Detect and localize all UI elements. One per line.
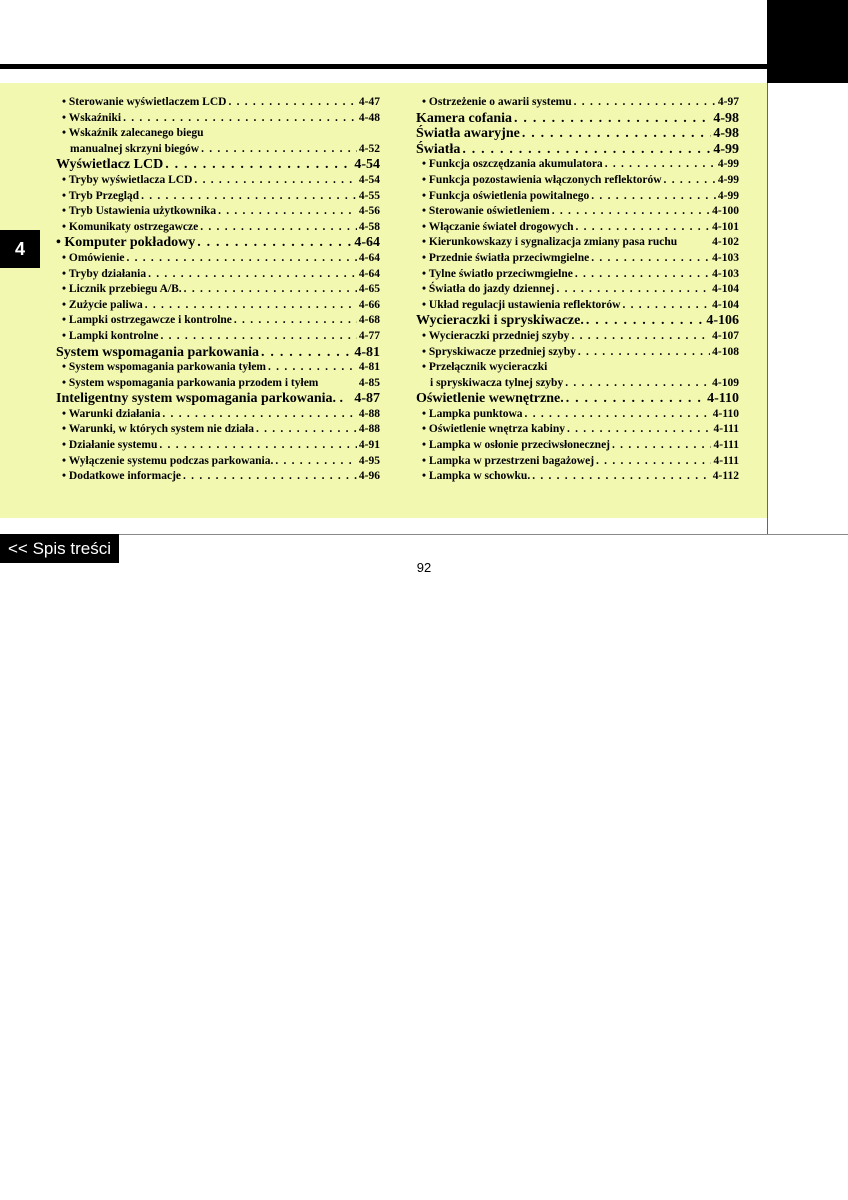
toc-entry-label: • Sterowanie wyświetlaczem LCD bbox=[62, 96, 227, 108]
toc-entry-page: 4-99 bbox=[713, 141, 739, 157]
toc-entry-label: • Wskaźniki bbox=[62, 111, 122, 124]
toc-entry[interactable] bbox=[416, 173, 739, 189]
toc-entry-label: • Zużycie paliwa bbox=[62, 298, 143, 311]
toc-entry[interactable] bbox=[56, 298, 380, 314]
toc-entry-label: • Światła do jazdy dziennej bbox=[422, 283, 555, 296]
toc-entry-label: • Wycieraczki przedniej szyby bbox=[422, 329, 570, 342]
dot-leader bbox=[578, 345, 710, 361]
toc-entry[interactable] bbox=[56, 438, 380, 454]
toc-entry-page: 4-58 bbox=[358, 220, 380, 233]
toc-entry-page: 4-85 bbox=[358, 376, 380, 389]
toc-entry-page: 4-77 bbox=[358, 329, 380, 342]
toc-entry-page: 4-111 bbox=[713, 454, 739, 467]
toc-entry-label: • Przednie światła przeciwmgielne bbox=[422, 251, 590, 264]
dot-leader bbox=[567, 422, 711, 438]
toc-entry-label: • Wyłączenie systemu podczas parkowania. bbox=[62, 454, 274, 467]
dot-leader bbox=[148, 267, 357, 283]
toc-entry-page: 4-110 bbox=[712, 407, 739, 420]
dot-leader bbox=[201, 142, 357, 158]
toc-section-entry[interactable] bbox=[416, 111, 739, 127]
toc-entry[interactable] bbox=[416, 329, 739, 345]
toc-entry-page: 4-52 bbox=[358, 142, 380, 155]
dot-leader bbox=[184, 282, 357, 298]
toc-entry-page: 4-81 bbox=[354, 344, 380, 360]
toc-entry-label: System wspomagania parkowania bbox=[56, 344, 260, 360]
toc-entry-label: • Włączanie świateł drogowych bbox=[422, 220, 574, 233]
toc-entry-label: • Tryb Ustawienia użytkownika bbox=[62, 205, 217, 218]
toc-entry[interactable] bbox=[416, 220, 739, 236]
toc-entry-page: 4-101 bbox=[712, 220, 739, 233]
toc-entry[interactable] bbox=[416, 157, 739, 173]
dot-leader bbox=[462, 142, 711, 158]
toc-entry[interactable] bbox=[416, 376, 739, 392]
toc-entry[interactable] bbox=[416, 235, 739, 251]
toc-entry-label: Wyświetlacz LCD bbox=[56, 157, 164, 173]
toc-entry-label: • Funkcja pozostawienia włączonych reflektorów bbox=[422, 173, 662, 186]
toc-column-right bbox=[416, 95, 739, 485]
dot-leader bbox=[183, 469, 357, 485]
toc-section-entry[interactable] bbox=[56, 235, 380, 251]
toc-entry-page: 4-56 bbox=[358, 205, 380, 218]
toc-entry[interactable] bbox=[56, 329, 380, 345]
toc-entry-label: • Warunki działania bbox=[62, 407, 161, 420]
toc-entry-label: • Lampki kontrolne bbox=[62, 329, 159, 342]
toc-entry-label: Światła bbox=[416, 141, 461, 157]
dot-leader bbox=[522, 126, 712, 142]
toc-entry-page: 4-103 bbox=[712, 267, 739, 280]
toc-column-left bbox=[56, 95, 380, 485]
toc-entry[interactable] bbox=[416, 267, 739, 283]
toc-entry[interactable] bbox=[56, 95, 380, 111]
toc-entry[interactable] bbox=[416, 345, 739, 361]
toc-entry-page: 4-104 bbox=[712, 283, 739, 296]
toc-entry-page: 4-66 bbox=[358, 298, 380, 311]
toc-entry-page: 4-64 bbox=[358, 267, 380, 280]
toc-entry[interactable] bbox=[416, 251, 739, 267]
toc-entry-page: 4-65 bbox=[358, 283, 380, 296]
toc-section-entry[interactable] bbox=[416, 391, 739, 407]
toc-entry-page: 4-99 bbox=[717, 189, 739, 202]
toc-entry-page: 4-110 bbox=[707, 391, 739, 407]
toc-entry-label: • Działanie systemu bbox=[62, 439, 158, 452]
toc-entry-label: • Komputer pokładowy bbox=[56, 235, 196, 251]
toc-entry-page: 4-96 bbox=[358, 470, 380, 483]
dot-leader bbox=[565, 376, 710, 392]
toc-entry-label: • Spryskiwacze przedniej szyby bbox=[422, 345, 576, 358]
toc-entry[interactable] bbox=[56, 313, 380, 329]
dot-leader bbox=[622, 298, 710, 314]
toc-entry[interactable] bbox=[56, 469, 380, 485]
toc-entry-page: 4-54 bbox=[354, 157, 380, 173]
toc-entry-label: • Warunki, w których system nie działa bbox=[62, 423, 254, 436]
toc-entry-page: 4-64 bbox=[358, 251, 380, 264]
toc-entry-label: • Lampka w osłonie przeciwsłonecznej bbox=[422, 439, 611, 452]
dot-leader bbox=[268, 360, 357, 376]
toc-entry-label: • Oświetlenie wnętrza kabiny bbox=[422, 423, 565, 436]
dot-leader bbox=[574, 95, 716, 111]
dot-leader bbox=[234, 313, 357, 329]
dot-leader bbox=[194, 173, 356, 189]
toc-link-button[interactable]: << Spis treści bbox=[0, 534, 119, 563]
toc-entry[interactable] bbox=[416, 189, 739, 205]
dot-leader bbox=[664, 173, 716, 189]
toc-entry-page: 4-48 bbox=[358, 111, 380, 124]
toc-section-entry[interactable] bbox=[416, 142, 739, 158]
dot-leader bbox=[197, 235, 352, 251]
page-number: 92 bbox=[416, 560, 432, 575]
toc-entry-page: 4-88 bbox=[358, 407, 380, 420]
toc-entry-page: 4-55 bbox=[358, 189, 380, 202]
toc-entry-page: 4-81 bbox=[358, 361, 380, 374]
toc-entry-label: Światła awaryjne bbox=[416, 126, 520, 142]
toc-entry-label: • Omówienie bbox=[62, 251, 125, 264]
toc-entry-label: • Lampki ostrzegawcze i kontrolne bbox=[62, 314, 232, 327]
dot-leader bbox=[576, 220, 711, 236]
dot-leader bbox=[261, 345, 352, 361]
toc-entry[interactable] bbox=[416, 204, 739, 220]
toc-entry[interactable] bbox=[416, 438, 739, 454]
toc-section-entry[interactable] bbox=[56, 157, 380, 173]
toc-entry-label: • Kierunkowskazy i sygnalizacja zmiany pasa ruchu bbox=[422, 236, 678, 249]
toc-entry-label: • Układ regulacji ustawienia reflektorów bbox=[422, 298, 621, 311]
toc-entry-page: 4-47 bbox=[358, 96, 380, 108]
dot-leader bbox=[591, 189, 716, 205]
bottom-rule bbox=[0, 534, 848, 535]
toc-entry-page: 4-88 bbox=[358, 423, 380, 436]
toc-section-entry[interactable] bbox=[56, 345, 380, 361]
toc-entry-page: 4-87 bbox=[354, 391, 380, 407]
toc-entry-label: • Przełącznik wycieraczki bbox=[422, 361, 548, 374]
dot-leader bbox=[123, 111, 357, 127]
toc-entry-label: Oświetlenie wewnętrzne. bbox=[416, 391, 564, 407]
toc-entry-page: 4-102 bbox=[712, 236, 739, 249]
toc-entry[interactable] bbox=[416, 282, 739, 298]
toc-section-entry[interactable] bbox=[56, 391, 380, 407]
toc-entry[interactable] bbox=[56, 282, 380, 298]
toc-entry-page: 4-95 bbox=[358, 454, 380, 467]
toc-section-entry[interactable] bbox=[416, 126, 739, 142]
toc-entry[interactable] bbox=[416, 298, 739, 314]
toc-entry-label: • Komunikaty ostrzegawcze bbox=[62, 220, 199, 233]
toc-entry-label: • Lampka punktowa bbox=[422, 407, 523, 420]
dot-leader bbox=[532, 469, 711, 485]
toc-entry[interactable] bbox=[56, 251, 380, 267]
toc-entry[interactable] bbox=[56, 407, 380, 423]
toc-entry-page: 4-54 bbox=[358, 173, 380, 186]
panel-divider bbox=[767, 83, 768, 535]
toc-entry-label: • Lampka w schowku. bbox=[422, 470, 531, 483]
dot-leader bbox=[200, 220, 357, 236]
toc-entry-page: 4-107 bbox=[712, 329, 739, 342]
toc-entry-label: • Tryby wyświetlacza LCD bbox=[62, 173, 193, 186]
toc-entry-page: 4-99 bbox=[717, 158, 739, 171]
toc-entry-label: • Tylne światło przeciwmgielne bbox=[422, 267, 573, 280]
toc-entry-label: • Wskaźnik zalecanego biegu bbox=[62, 127, 204, 140]
toc-entry[interactable] bbox=[56, 189, 380, 205]
toc-entry-page: 4-99 bbox=[717, 173, 739, 186]
dot-leader bbox=[612, 438, 711, 454]
toc-entry[interactable] bbox=[416, 422, 739, 438]
toc-entry-page: 4-100 bbox=[712, 205, 739, 218]
toc-entry-page: 4-108 bbox=[712, 345, 739, 358]
dot-leader bbox=[160, 329, 356, 345]
toc-entry-page: 4-103 bbox=[712, 251, 739, 264]
dot-leader bbox=[586, 313, 704, 329]
top-rule bbox=[0, 64, 767, 69]
toc-entry-page: 4-68 bbox=[358, 314, 380, 327]
toc-entry-label: • Lampka w przestrzeni bagażowej bbox=[422, 454, 595, 467]
toc-entry-label: Wycieraczki i spryskiwacze. bbox=[416, 313, 584, 329]
toc-entry-page: 4-104 bbox=[712, 298, 739, 311]
toc-entry-page: 4-106 bbox=[706, 313, 739, 329]
dot-leader bbox=[159, 438, 357, 454]
dot-leader bbox=[126, 251, 356, 267]
toc-entry[interactable] bbox=[416, 95, 739, 111]
toc-entry-label: • Funkcja oszczędzania akumulatora bbox=[422, 158, 603, 171]
dot-leader bbox=[591, 251, 710, 267]
dot-leader bbox=[566, 391, 705, 407]
dot-leader bbox=[228, 95, 356, 111]
toc-entry[interactable] bbox=[56, 220, 380, 236]
toc-entry-label: • Ostrzeżenie o awarii systemu bbox=[422, 96, 572, 108]
dot-leader bbox=[162, 407, 357, 423]
toc-entry-label: • Tryby działania bbox=[62, 267, 147, 280]
dot-leader bbox=[575, 267, 710, 283]
dot-leader bbox=[275, 454, 357, 470]
dot-leader bbox=[605, 157, 716, 173]
toc-entry-page: 4-111 bbox=[713, 423, 739, 436]
toc-entry-label: • Dodatkowe informacje bbox=[62, 470, 182, 483]
toc-entry[interactable] bbox=[56, 376, 380, 392]
dot-leader bbox=[145, 298, 357, 314]
toc-entry-page: 4-111 bbox=[713, 439, 739, 452]
toc-entry-label: • Tryb Przegląd bbox=[62, 189, 140, 202]
toc-entry-page: 4-97 bbox=[717, 96, 739, 108]
dot-leader bbox=[141, 189, 357, 205]
toc-entry-label: • Sterowanie oświetleniem bbox=[422, 205, 550, 218]
toc-entry-page: 4-91 bbox=[358, 439, 380, 452]
toc-entry-label: • Licznik przebiegu A/B. bbox=[62, 283, 182, 296]
toc-entry-label: Kamera cofania bbox=[416, 110, 513, 126]
dot-leader bbox=[165, 157, 352, 173]
chapter-tab: 4 bbox=[0, 230, 40, 268]
toc-entry-page: 4-98 bbox=[713, 126, 739, 142]
dot-leader bbox=[556, 282, 710, 298]
toc-entry-label: • System wspomagania parkowania przodem i tyłem bbox=[62, 376, 319, 389]
toc-entry-page: 4-98 bbox=[713, 110, 739, 126]
corner-block bbox=[767, 0, 848, 83]
dot-leader bbox=[525, 407, 711, 423]
toc-entry-continuation: manualnej skrzyni biegów bbox=[70, 142, 200, 155]
toc-entry[interactable] bbox=[56, 267, 380, 283]
toc-entry-page: 4-64 bbox=[354, 235, 380, 251]
toc-entry-label: • Funkcja oświetlenia powitalnego bbox=[422, 189, 590, 202]
toc-entry-label: Inteligentny system wspomagania parkowania. . bbox=[56, 391, 344, 407]
dot-leader bbox=[596, 454, 711, 470]
toc-entry[interactable] bbox=[56, 111, 380, 127]
toc-entry[interactable] bbox=[56, 204, 380, 220]
dot-leader bbox=[514, 111, 711, 127]
toc-entry-label: • System wspomagania parkowania tyłem bbox=[62, 361, 267, 374]
toc-entry[interactable] bbox=[56, 422, 380, 438]
dot-leader bbox=[552, 204, 710, 220]
toc-entry[interactable] bbox=[56, 454, 380, 470]
toc-entry[interactable] bbox=[416, 454, 739, 470]
toc-entry[interactable] bbox=[416, 469, 739, 485]
toc-entry[interactable] bbox=[56, 360, 380, 376]
toc-section-entry[interactable] bbox=[416, 313, 739, 329]
toc-entry[interactable] bbox=[56, 173, 380, 189]
toc-entry-continuation: i spryskiwacza tylnej szyby bbox=[430, 376, 564, 389]
toc-entry[interactable] bbox=[56, 142, 380, 158]
toc-entry-page: 4-109 bbox=[712, 376, 739, 389]
toc-entry[interactable] bbox=[416, 407, 739, 423]
dot-leader bbox=[571, 329, 710, 345]
dot-leader bbox=[256, 422, 357, 438]
dot-leader bbox=[218, 204, 357, 220]
toc-entry-page: 4-112 bbox=[712, 470, 739, 483]
